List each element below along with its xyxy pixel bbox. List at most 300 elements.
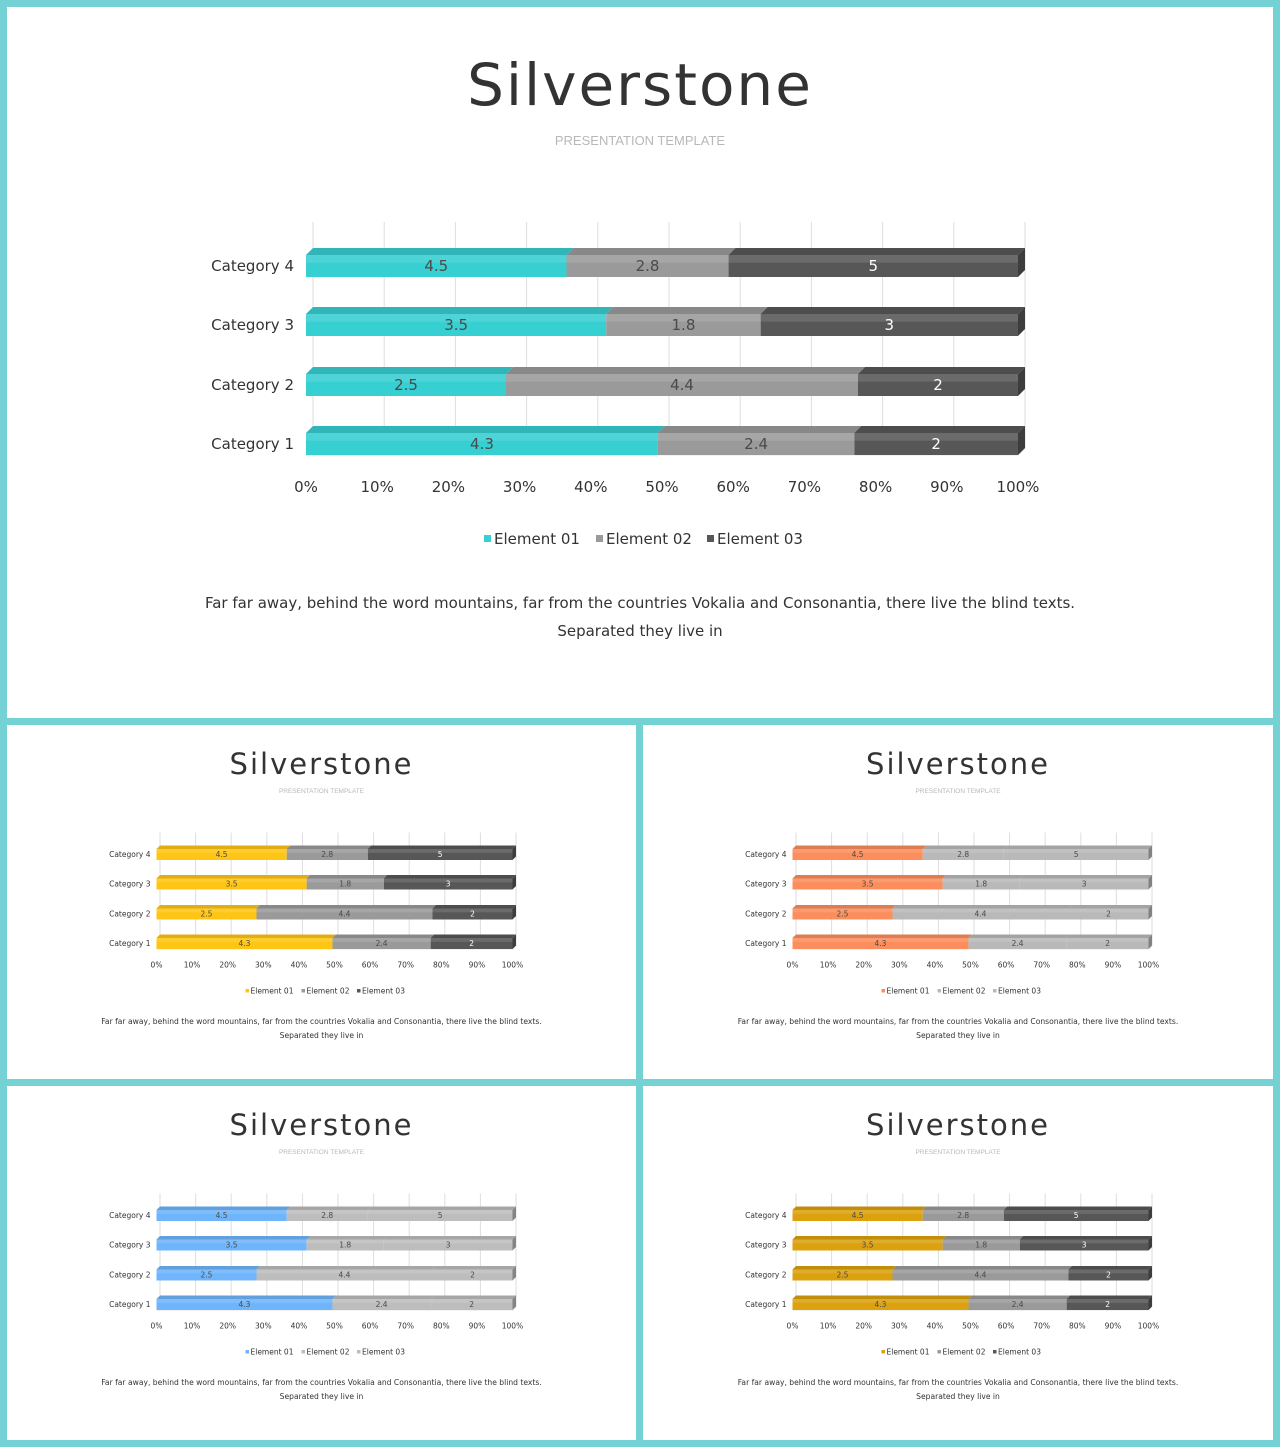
bar-top-face bbox=[793, 905, 897, 909]
bar-top-face bbox=[431, 935, 516, 939]
category-label: Category 1 bbox=[745, 939, 787, 948]
x-tick-label: 60% bbox=[716, 478, 750, 496]
bar-top-face bbox=[332, 1296, 434, 1300]
legend-label: Element 01 bbox=[250, 986, 294, 996]
data-label: 4.4 bbox=[338, 909, 351, 919]
bar-top-face bbox=[257, 1266, 437, 1270]
bar-top-face bbox=[384, 1236, 516, 1240]
bar-top-face bbox=[287, 846, 372, 850]
x-tick-label: 0% bbox=[786, 960, 799, 970]
x-tick-label: 80% bbox=[1068, 960, 1086, 970]
legend-swatch bbox=[993, 1350, 997, 1354]
body-text bbox=[643, 1376, 1273, 1404]
bar-group bbox=[793, 905, 1153, 920]
bar-top-face bbox=[368, 846, 516, 850]
data-label: 4.3 bbox=[238, 939, 251, 948]
legend-swatch bbox=[882, 989, 886, 993]
x-tick-label: 50% bbox=[962, 1321, 979, 1331]
bar-group bbox=[157, 935, 517, 950]
data-label: 4.5 bbox=[851, 850, 864, 859]
legend-swatch bbox=[596, 535, 603, 542]
data-label: 5 bbox=[437, 850, 443, 859]
legend-label: Element 03 bbox=[998, 1347, 1041, 1357]
bar-top-face bbox=[606, 307, 767, 314]
bar-top-face bbox=[1069, 1266, 1153, 1270]
bar-group bbox=[157, 846, 517, 861]
bar-group bbox=[306, 426, 1025, 455]
x-tick-label: 20% bbox=[855, 1321, 873, 1331]
data-label: 2.8 bbox=[957, 1211, 970, 1220]
bar-top-face bbox=[943, 1236, 1024, 1240]
bar-top-face bbox=[384, 875, 516, 879]
slide-subtitle: PRESENTATION TEMPLATE bbox=[915, 1149, 1001, 1156]
x-tick-label: 20% bbox=[219, 1321, 237, 1331]
slide-thumbnail-gold bbox=[643, 1086, 1273, 1440]
data-label: 2.8 bbox=[321, 850, 334, 859]
x-tick-label: 0% bbox=[150, 960, 163, 970]
x-tick-label: 100% bbox=[501, 1321, 524, 1331]
bar-top-face bbox=[157, 846, 291, 850]
chart-legend bbox=[882, 1348, 1042, 1357]
category-label: Category 1 bbox=[109, 1300, 151, 1309]
bar-top-face bbox=[433, 905, 517, 909]
x-tick-label: 100% bbox=[1137, 1321, 1160, 1331]
body-text-line-1: Far far away, behind the word mountains, far from the countries Vokalia and Consonantia, there live the blind texts. bbox=[737, 1378, 1179, 1387]
chart-legend bbox=[882, 987, 1042, 996]
x-tick-label: 50% bbox=[645, 478, 679, 496]
slide-title: Silverstone bbox=[229, 747, 414, 781]
legend-item bbox=[938, 1348, 986, 1357]
category-label: Category 4 bbox=[109, 850, 151, 859]
body-text-line-2: Separated they live in bbox=[916, 1031, 1000, 1040]
bar-top-face bbox=[157, 1207, 291, 1211]
bar-group bbox=[793, 1296, 1153, 1311]
body-text-line-1: Far far away, behind the word mountains, far from the countries Vokalia and Consonantia, there live the blind texts. bbox=[737, 1017, 1179, 1026]
x-tick-label: 40% bbox=[290, 960, 308, 970]
data-label: 4.5 bbox=[215, 850, 228, 859]
body-text bbox=[7, 1376, 636, 1404]
category-label: Category 4 bbox=[109, 1211, 151, 1220]
category-label: Category 4 bbox=[745, 850, 787, 859]
legend-swatch bbox=[357, 989, 361, 993]
data-label: 3.5 bbox=[225, 1240, 238, 1250]
x-tick-label: 60% bbox=[997, 1321, 1015, 1331]
x-tick-label: 60% bbox=[361, 1321, 379, 1331]
x-tick-label: 100% bbox=[501, 960, 524, 970]
slide-thumbnail-yellow bbox=[7, 725, 636, 1079]
data-label: 4.5 bbox=[851, 1211, 864, 1220]
x-axis-ticks bbox=[787, 961, 1160, 970]
legend-swatch bbox=[246, 989, 250, 993]
data-label: 2.8 bbox=[635, 257, 660, 275]
bar-top-face bbox=[943, 875, 1024, 879]
legend-item bbox=[993, 1348, 1041, 1357]
slide-title: Silverstone bbox=[467, 51, 813, 119]
data-label: 2 bbox=[1105, 939, 1110, 948]
slide-thumbnail-orange bbox=[643, 725, 1273, 1079]
data-label: 4.4 bbox=[338, 1270, 351, 1280]
bar-top-face bbox=[287, 1207, 372, 1211]
legend-swatch bbox=[938, 989, 942, 993]
category-label: Category 2 bbox=[745, 909, 787, 919]
bar-top-face bbox=[332, 935, 434, 939]
bar-top-face bbox=[257, 905, 437, 909]
legend-item bbox=[882, 987, 930, 996]
category-label: Category 3 bbox=[109, 879, 151, 889]
bar-top-face bbox=[157, 1236, 311, 1240]
legend-label: Element 02 bbox=[606, 530, 692, 548]
x-tick-label: 90% bbox=[1104, 1321, 1122, 1331]
legend-label: Element 02 bbox=[306, 986, 350, 996]
bar-top-face bbox=[658, 426, 861, 433]
data-label: 3 bbox=[445, 879, 451, 889]
x-tick-label: 10% bbox=[183, 960, 201, 970]
bar-top-face bbox=[433, 1266, 517, 1270]
bar-top-face bbox=[923, 1207, 1008, 1211]
x-tick-label: 70% bbox=[397, 1321, 415, 1331]
data-label: 2 bbox=[469, 939, 474, 948]
data-label: 4.5 bbox=[215, 1211, 228, 1220]
x-tick-label: 80% bbox=[432, 960, 450, 970]
category-label: Category 3 bbox=[109, 1240, 151, 1250]
x-tick-label: 30% bbox=[254, 960, 272, 970]
bar-group bbox=[157, 1266, 517, 1281]
x-tick-label: 70% bbox=[397, 960, 415, 970]
x-tick-label: 0% bbox=[294, 478, 318, 496]
x-tick-label: 80% bbox=[858, 478, 893, 496]
data-label: 5 bbox=[1073, 1211, 1079, 1220]
x-tick-label: 90% bbox=[468, 1321, 486, 1331]
bar-top-face bbox=[157, 875, 311, 879]
legend-item bbox=[302, 987, 350, 996]
bar-top-face bbox=[307, 1236, 388, 1240]
bar-top-face bbox=[306, 307, 613, 314]
slide-main bbox=[7, 7, 1273, 718]
x-axis-ticks bbox=[787, 1322, 1160, 1331]
bar-group bbox=[306, 367, 1025, 396]
data-label: 1.8 bbox=[975, 1240, 988, 1250]
data-label: 5 bbox=[437, 1211, 443, 1220]
x-tick-label: 0% bbox=[786, 1321, 799, 1331]
bar-group bbox=[157, 1207, 517, 1222]
legend-item bbox=[993, 987, 1041, 996]
bar-top-face bbox=[1020, 875, 1152, 879]
data-label: 2 bbox=[470, 909, 475, 919]
x-axis-ticks bbox=[294, 478, 1039, 496]
data-label: 2.4 bbox=[375, 1300, 388, 1309]
body-text bbox=[7, 1015, 636, 1043]
legend-label: Element 03 bbox=[998, 986, 1041, 996]
bar-top-face bbox=[157, 1266, 261, 1270]
data-label: 4.3 bbox=[470, 435, 494, 453]
legend-swatch bbox=[707, 535, 714, 542]
slide-subtitle: PRESENTATION TEMPLATE bbox=[915, 788, 1001, 795]
data-label: 3 bbox=[1081, 1240, 1087, 1250]
bar-group bbox=[157, 1296, 517, 1311]
slide-title: Silverstone bbox=[866, 747, 1050, 781]
data-label: 3.5 bbox=[225, 879, 238, 889]
bar-top-face bbox=[1067, 935, 1152, 939]
legend-label: Element 02 bbox=[942, 986, 986, 996]
body-text-line-2: Separated they live in bbox=[916, 1392, 1000, 1401]
x-tick-label: 70% bbox=[1033, 1321, 1051, 1331]
bar-top-face bbox=[968, 1296, 1070, 1300]
bar-top-face bbox=[793, 1207, 927, 1211]
x-tick-label: 30% bbox=[254, 1321, 272, 1331]
bar-group bbox=[793, 1266, 1153, 1281]
body-text-line-2: Separated they live in bbox=[279, 1031, 364, 1040]
legend-item bbox=[357, 1348, 405, 1357]
body-text bbox=[643, 1015, 1273, 1043]
x-tick-label: 20% bbox=[431, 478, 466, 496]
x-axis-ticks bbox=[151, 961, 524, 970]
legend-swatch bbox=[882, 1350, 886, 1354]
bar-top-face bbox=[793, 1266, 897, 1270]
bar-top-face bbox=[566, 248, 735, 255]
bar-group bbox=[793, 875, 1153, 890]
bar-top-face bbox=[968, 935, 1070, 939]
x-tick-label: 100% bbox=[996, 478, 1040, 496]
legend-swatch bbox=[246, 1350, 250, 1354]
data-label: 2.4 bbox=[375, 939, 388, 948]
x-tick-label: 20% bbox=[219, 960, 237, 970]
legend-item bbox=[882, 1348, 930, 1357]
x-tick-label: 30% bbox=[890, 1321, 908, 1331]
data-label: 3.5 bbox=[861, 1240, 874, 1250]
data-label: 2.5 bbox=[200, 909, 213, 919]
x-tick-label: 40% bbox=[926, 960, 944, 970]
x-tick-label: 40% bbox=[574, 478, 608, 496]
x-tick-label: 70% bbox=[1033, 960, 1051, 970]
category-label: Category 1 bbox=[211, 435, 294, 453]
bar-group bbox=[793, 935, 1153, 950]
bar-top-face bbox=[368, 1207, 516, 1211]
bar-top-face bbox=[431, 1296, 516, 1300]
legend-item bbox=[246, 987, 294, 996]
bar-top-face bbox=[793, 875, 947, 879]
data-label: 2.5 bbox=[200, 1270, 213, 1280]
category-label: Category 4 bbox=[745, 1211, 787, 1220]
legend-item bbox=[246, 1348, 294, 1357]
bar-group bbox=[157, 875, 517, 890]
legend-item bbox=[302, 1348, 350, 1357]
bar-top-face bbox=[1020, 1236, 1152, 1240]
bar-group bbox=[793, 846, 1153, 861]
x-tick-label: 40% bbox=[290, 1321, 308, 1331]
legend-item bbox=[938, 987, 986, 996]
data-label: 3.5 bbox=[444, 316, 469, 334]
x-tick-label: 0% bbox=[150, 1321, 163, 1331]
x-axis-ticks bbox=[151, 1322, 524, 1331]
data-label: 4.4 bbox=[670, 376, 694, 394]
x-tick-label: 30% bbox=[890, 960, 908, 970]
bar-group bbox=[157, 905, 517, 920]
data-label: 3 bbox=[1081, 879, 1087, 889]
x-tick-label: 50% bbox=[326, 960, 343, 970]
data-label: 2 bbox=[933, 376, 943, 394]
bar-top-face bbox=[793, 935, 972, 939]
legend-item bbox=[596, 530, 692, 548]
body-text-line-2: Separated they live in bbox=[279, 1392, 364, 1401]
legend-label: Element 03 bbox=[717, 530, 803, 548]
x-tick-label: 70% bbox=[787, 478, 822, 496]
legend-item bbox=[707, 530, 803, 548]
category-label: Category 2 bbox=[109, 909, 151, 919]
x-tick-label: 60% bbox=[361, 960, 379, 970]
data-label: 5 bbox=[1073, 850, 1079, 859]
data-label: 2 bbox=[470, 1270, 475, 1280]
legend-swatch bbox=[993, 989, 997, 993]
x-tick-label: 10% bbox=[819, 960, 837, 970]
data-label: 4.4 bbox=[974, 909, 987, 919]
bar-top-face bbox=[306, 248, 573, 255]
legend-label: Element 03 bbox=[362, 986, 405, 996]
category-label: Category 2 bbox=[745, 1270, 787, 1280]
data-label: 2.5 bbox=[836, 909, 849, 919]
data-label: 2.4 bbox=[1011, 939, 1024, 948]
category-label: Category 3 bbox=[745, 1240, 787, 1250]
x-tick-label: 100% bbox=[1137, 960, 1160, 970]
data-label: 2.8 bbox=[321, 1211, 334, 1220]
data-label: 1.8 bbox=[339, 1240, 352, 1250]
x-tick-label: 40% bbox=[926, 1321, 944, 1331]
data-label: 4.4 bbox=[974, 1270, 987, 1280]
bar-top-face bbox=[1069, 905, 1153, 909]
data-label: 3.5 bbox=[861, 879, 874, 889]
data-label: 1.8 bbox=[339, 879, 352, 889]
chart-legend bbox=[246, 1348, 406, 1357]
body-text bbox=[7, 589, 1273, 645]
legend-item bbox=[484, 530, 580, 548]
bar-top-face bbox=[893, 1266, 1073, 1270]
x-tick-label: 30% bbox=[502, 478, 537, 496]
data-label: 4.3 bbox=[238, 1300, 251, 1309]
data-label: 2 bbox=[469, 1300, 474, 1309]
x-tick-label: 60% bbox=[997, 960, 1015, 970]
slide-subtitle: PRESENTATION TEMPLATE bbox=[554, 133, 726, 148]
bar-top-face bbox=[506, 367, 865, 374]
body-text-line-1: Far far away, behind the word mountains, far from the countries Vokalia and Consonantia, there live the blind texts. bbox=[101, 1017, 542, 1026]
category-label: Category 4 bbox=[211, 257, 294, 275]
bar-top-face bbox=[923, 846, 1008, 850]
data-label: 4.5 bbox=[424, 257, 449, 275]
category-label: Category 2 bbox=[211, 376, 294, 394]
x-tick-label: 90% bbox=[1104, 960, 1122, 970]
x-tick-label: 10% bbox=[819, 1321, 837, 1331]
slide-subtitle: PRESENTATION TEMPLATE bbox=[278, 788, 365, 795]
data-label: 4.3 bbox=[874, 939, 887, 948]
category-label: Category 2 bbox=[109, 1270, 151, 1280]
data-label: 2 bbox=[1105, 1300, 1110, 1309]
slide-thumbnail-blue bbox=[7, 1086, 636, 1440]
bar-top-face bbox=[893, 905, 1073, 909]
bar-top-face bbox=[157, 905, 261, 909]
slide-subtitle: PRESENTATION TEMPLATE bbox=[278, 1149, 365, 1156]
slide-title: Silverstone bbox=[866, 1108, 1050, 1142]
bar-top-face bbox=[858, 367, 1025, 374]
legend-label: Element 01 bbox=[886, 986, 930, 996]
x-tick-label: 80% bbox=[432, 1321, 450, 1331]
category-label: Category 3 bbox=[211, 316, 294, 334]
category-label: Category 1 bbox=[109, 939, 151, 948]
legend-swatch bbox=[938, 1350, 942, 1354]
x-tick-label: 80% bbox=[1068, 1321, 1086, 1331]
data-label: 3 bbox=[884, 316, 895, 334]
body-text-line-1: Far far away, behind the word mountains, far from the countries Vokalia and Consonantia, there live the blind texts. bbox=[204, 594, 1076, 612]
data-label: 2 bbox=[1106, 1270, 1111, 1280]
bar-top-face bbox=[157, 935, 336, 939]
legend-label: Element 02 bbox=[306, 1347, 350, 1357]
legend-label: Element 01 bbox=[494, 530, 580, 548]
bar-top-face bbox=[306, 426, 665, 433]
bar-top-face bbox=[793, 846, 927, 850]
data-label: 2.5 bbox=[836, 1270, 849, 1280]
bar-top-face bbox=[1067, 1296, 1152, 1300]
bar-top-face bbox=[793, 1296, 972, 1300]
bar-group bbox=[306, 307, 1025, 336]
bar-group bbox=[306, 248, 1025, 277]
legend-swatch bbox=[302, 1350, 306, 1354]
bar-top-face bbox=[854, 426, 1025, 433]
legend-label: Element 01 bbox=[886, 1347, 930, 1357]
legend-swatch bbox=[357, 1350, 361, 1354]
bar-top-face bbox=[307, 875, 388, 879]
x-tick-label: 90% bbox=[930, 478, 964, 496]
bar-top-face bbox=[793, 1236, 947, 1240]
bar-group bbox=[793, 1207, 1153, 1222]
x-tick-label: 90% bbox=[468, 960, 486, 970]
chart-legend bbox=[484, 530, 803, 548]
data-label: 5 bbox=[868, 257, 879, 275]
data-label: 2.5 bbox=[394, 376, 418, 394]
data-label: 1.8 bbox=[975, 879, 988, 889]
data-label: 1.8 bbox=[671, 316, 696, 334]
legend-label: Element 02 bbox=[942, 1347, 986, 1357]
x-tick-label: 50% bbox=[962, 960, 979, 970]
data-label: 3 bbox=[445, 1240, 451, 1250]
data-label: 2 bbox=[1106, 909, 1111, 919]
legend-label: Element 03 bbox=[362, 1347, 405, 1357]
bar-top-face bbox=[761, 307, 1025, 314]
bar-group bbox=[157, 1236, 517, 1251]
bar-top-face bbox=[729, 248, 1025, 255]
legend-item bbox=[357, 987, 405, 996]
bar-top-face bbox=[1004, 846, 1152, 850]
data-label: 4.3 bbox=[874, 1300, 887, 1309]
chart-legend bbox=[246, 987, 406, 996]
x-tick-label: 20% bbox=[855, 960, 873, 970]
data-label: 2.4 bbox=[744, 435, 769, 453]
category-label: Category 3 bbox=[745, 879, 787, 889]
body-text-line-1: Far far away, behind the word mountains, far from the countries Vokalia and Consonantia, there live the blind texts. bbox=[101, 1378, 542, 1387]
x-tick-label: 50% bbox=[326, 1321, 343, 1331]
bar-top-face bbox=[157, 1296, 336, 1300]
bar-group bbox=[793, 1236, 1153, 1251]
body-text-line-2: Separated they live in bbox=[557, 622, 723, 640]
legend-swatch bbox=[302, 989, 306, 993]
data-label: 2.8 bbox=[957, 850, 970, 859]
x-tick-label: 10% bbox=[183, 1321, 201, 1331]
data-label: 2 bbox=[931, 435, 941, 453]
data-label: 2.4 bbox=[1011, 1300, 1024, 1309]
legend-swatch bbox=[484, 535, 491, 542]
slide-title: Silverstone bbox=[229, 1108, 414, 1142]
bar-top-face bbox=[1004, 1207, 1152, 1211]
category-label: Category 1 bbox=[745, 1300, 787, 1309]
x-tick-label: 10% bbox=[360, 478, 394, 496]
legend-label: Element 01 bbox=[250, 1347, 294, 1357]
bar-top-face bbox=[306, 367, 513, 374]
